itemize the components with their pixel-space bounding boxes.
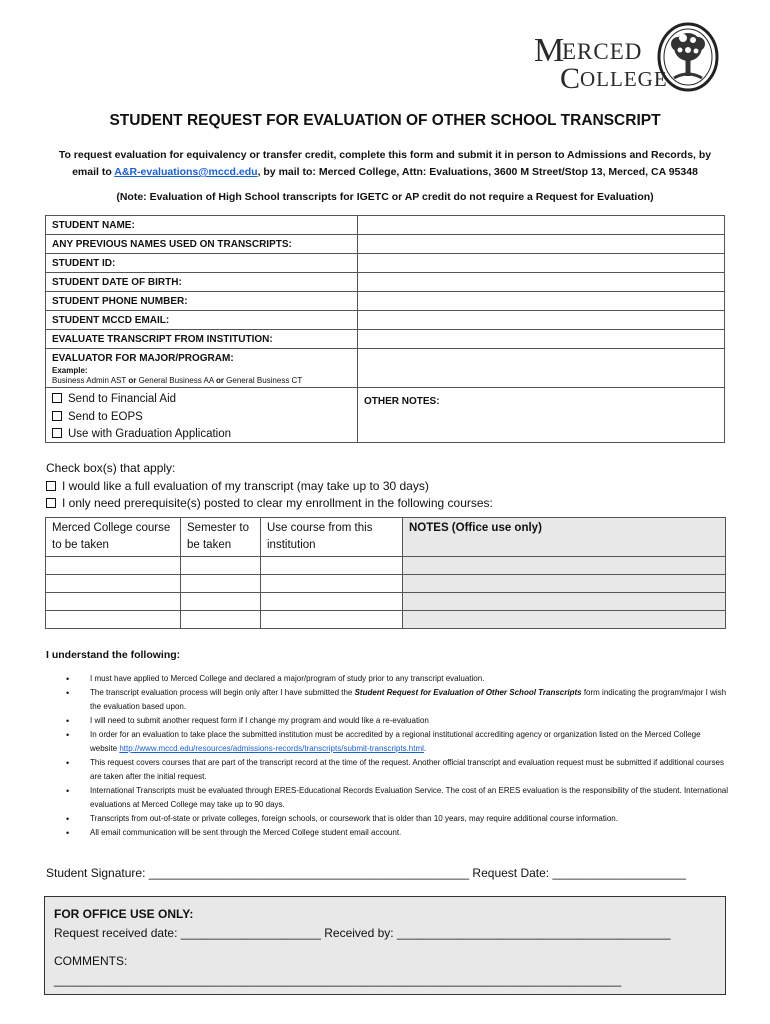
intro-mail-address: , by mail to: Merced College, Attn: Evaluations, 3600 M Street/Stop 13, Merced, CA 95348 (257, 166, 698, 178)
info-row-student-name (46, 216, 724, 235)
logo-text-erced: ERCED (562, 39, 643, 64)
use-course-cell[interactable] (261, 575, 403, 593)
office-use-box (44, 896, 726, 995)
page-title: STUDENT REQUEST FOR EVALUATION OF OTHER SCHOOL TRANSCRIPT (109, 112, 661, 129)
major-program-field[interactable] (358, 349, 724, 387)
option-label: I would like a full evaluation of my transcript (may take up to 30 days) (62, 478, 429, 493)
list-item (66, 728, 728, 756)
term-text: form indicating the program/major I wish the evaluation based upon. (90, 688, 727, 711)
example-aa: General Business AA (136, 376, 216, 385)
institution-field[interactable] (358, 330, 724, 348)
info-row-evaluator (46, 349, 724, 388)
intro-line-2 (30, 164, 740, 181)
received-date-field: Request received date: _____________________ (54, 926, 321, 940)
office-received-line (54, 924, 716, 943)
example-or: or (215, 376, 224, 385)
comments-label: COMMENTS: (54, 954, 128, 968)
prerequisite-checkbox[interactable] (46, 498, 56, 508)
student-id-field[interactable] (358, 254, 724, 272)
request-date-label: Request Date: (469, 866, 553, 880)
office-notes-cell (403, 575, 726, 593)
transcripts-website-link[interactable]: http://www.mccd.edu/resources/admissions-records/transcripts/submit-transcripts.html (119, 744, 424, 753)
option-label: Send to EOPS (68, 410, 143, 423)
financial-aid-checkbox[interactable] (52, 393, 62, 403)
logo-letter-m: M (534, 32, 566, 69)
phone-number-field[interactable] (358, 292, 724, 310)
mccd-email-field[interactable] (358, 311, 724, 329)
course-cell[interactable] (46, 593, 181, 611)
semester-cell[interactable] (181, 575, 261, 593)
intro-line-1: To request evaluation for equivalency or transfer credit, complete this form and submit it in person to Admissions and Records, by (58, 149, 712, 161)
info-label: EVALUATE TRANSCRIPT FROM INSTITUTION: (46, 330, 358, 348)
understand-heading: I understand the following: (46, 649, 181, 661)
evaluator-label: EVALUATOR FOR MAJOR/PROGRAM: (52, 353, 234, 364)
list-item: • I must have applied to Merced College and declared a major/program of study prior to any transcript evaluation. (66, 672, 728, 686)
evaluations-email-link[interactable]: A&R-evaluations@mccd.edu (114, 166, 258, 178)
office-notes-cell (403, 557, 726, 575)
comments-line: _____________________________________________________________________________________ (54, 973, 622, 987)
course-cell[interactable] (46, 557, 181, 575)
logo-letter-c: C (560, 62, 582, 95)
info-row-institution (46, 330, 724, 349)
evaluator-label-cell (46, 349, 358, 387)
use-course-cell[interactable] (261, 611, 403, 629)
table-row (46, 575, 726, 593)
intro-text (30, 147, 740, 181)
info-row-send-options (46, 388, 724, 442)
course-table (45, 517, 726, 629)
send-eops-option[interactable] (52, 409, 351, 427)
received-by-field: Received by: _________________________________________ (320, 926, 671, 940)
form-title: Student Request for Evaluation of Other School Transcripts (354, 688, 582, 697)
office-notes-cell (403, 593, 726, 611)
student-name-field[interactable] (358, 216, 724, 234)
info-row-phone (46, 292, 724, 311)
list-item: • Transcripts from out-of-state or private colleges, foreign schools, or coursework that is older than 10 years, may require additional course information. (66, 812, 728, 826)
merced-college-logo (528, 22, 724, 95)
table-row (46, 593, 726, 611)
info-label: STUDENT PHONE NUMBER: (46, 292, 358, 310)
student-info-table (45, 215, 725, 443)
example-ast: Business Admin AST (52, 376, 129, 385)
semester-cell[interactable] (181, 611, 261, 629)
signature-line (46, 866, 686, 880)
previous-names-field[interactable] (358, 235, 724, 253)
office-notes-cell (403, 611, 726, 629)
date-of-birth-field[interactable] (358, 273, 724, 291)
full-evaluation-checkbox[interactable] (46, 481, 56, 491)
terms-list (66, 672, 728, 840)
option-label: I only need prerequisite(s) posted to clear my enrollment in the following courses: (62, 496, 493, 510)
full-evaluation-option[interactable] (46, 478, 493, 496)
example-ct: General Business CT (223, 376, 303, 385)
info-label: STUDENT MCCD EMAIL: (46, 311, 358, 329)
graduation-checkbox[interactable] (52, 428, 62, 438)
check-heading: Check box(s) that apply: (46, 461, 176, 475)
high-school-note: (Note: Evaluation of High School transcripts for IGETC or AP credit do not require a Request for Evaluation) (116, 191, 654, 203)
other-notes-label: OTHER NOTES: (364, 396, 440, 407)
info-label: STUDENT NAME: (46, 216, 358, 234)
prerequisite-option[interactable] (46, 495, 493, 513)
column-header: Merced College course to be taken (46, 518, 181, 557)
send-financial-aid-option[interactable] (52, 391, 351, 409)
signature-field[interactable]: ________________________________________________ (148, 866, 470, 880)
intro-email-prefix: email to (72, 166, 115, 178)
info-row-student-id (46, 254, 724, 273)
info-label: STUDENT ID: (46, 254, 358, 272)
semester-cell[interactable] (181, 557, 261, 575)
graduation-application-option[interactable] (52, 426, 351, 444)
use-course-cell[interactable] (261, 557, 403, 575)
signature-label: Student Signature: (46, 866, 149, 880)
column-header: Semester to be taken (181, 518, 261, 557)
office-use-title: FOR OFFICE USE ONLY: (54, 907, 194, 921)
info-row-date-of-birth (46, 273, 724, 292)
logo-text-ollege: OLLEGE (580, 67, 668, 91)
tree-seal-icon (656, 22, 720, 92)
example-label: Example: (52, 366, 88, 375)
term-text: In order for an evaluation to take place the submitted institution must be accredited by a regional institutional accrediting agency or organization listed on the Merced College website (90, 730, 701, 753)
list-item (66, 686, 728, 714)
course-cell[interactable] (46, 575, 181, 593)
evaluator-example (52, 366, 351, 386)
course-cell[interactable] (46, 611, 181, 629)
semester-cell[interactable] (181, 593, 261, 611)
example-or: or (128, 376, 137, 385)
column-header: NOTES (Office use only) (403, 518, 726, 557)
list-item: • This request covers courses that are part of the transcript record at the time of the request. Another official transcript and evaluation request must be submitted if additional courses are taken after the initial request. (66, 756, 728, 784)
request-date-field[interactable]: ____________________ (552, 866, 686, 880)
option-label: Send to Financial Aid (68, 393, 177, 405)
table-row (46, 557, 726, 575)
info-label: ANY PREVIOUS NAMES USED ON TRANSCRIPTS: (46, 235, 358, 253)
list-item: • All email communication will be sent through the Merced College student email account. (66, 826, 728, 840)
term-text: The transcript evaluation process will begin only after I have submitted the (90, 688, 355, 697)
table-row (46, 611, 726, 629)
eops-checkbox[interactable] (52, 411, 62, 421)
send-options (46, 388, 358, 442)
list-item: • International Transcripts must be evaluated through ERES-Educational Records Evaluation Service. The cost of an ERES evaluation is the responsibility of the student. International evaluations at Merced College may take up to 90 days. (66, 784, 728, 812)
evaluation-type-section (46, 460, 493, 513)
list-item: • I will need to submit another request form if I change my program and would like a re-evaluation (66, 714, 728, 728)
term-text: . (423, 744, 427, 753)
option-label: Use with Graduation Application (68, 428, 232, 440)
course-table-header (46, 518, 726, 557)
use-course-cell[interactable] (261, 593, 403, 611)
info-row-email (46, 311, 724, 330)
info-label: STUDENT DATE OF BIRTH: (46, 273, 358, 291)
column-header: Use course from this institution (261, 518, 403, 557)
other-notes-field[interactable] (358, 388, 724, 442)
info-row-previous-names (46, 235, 724, 254)
